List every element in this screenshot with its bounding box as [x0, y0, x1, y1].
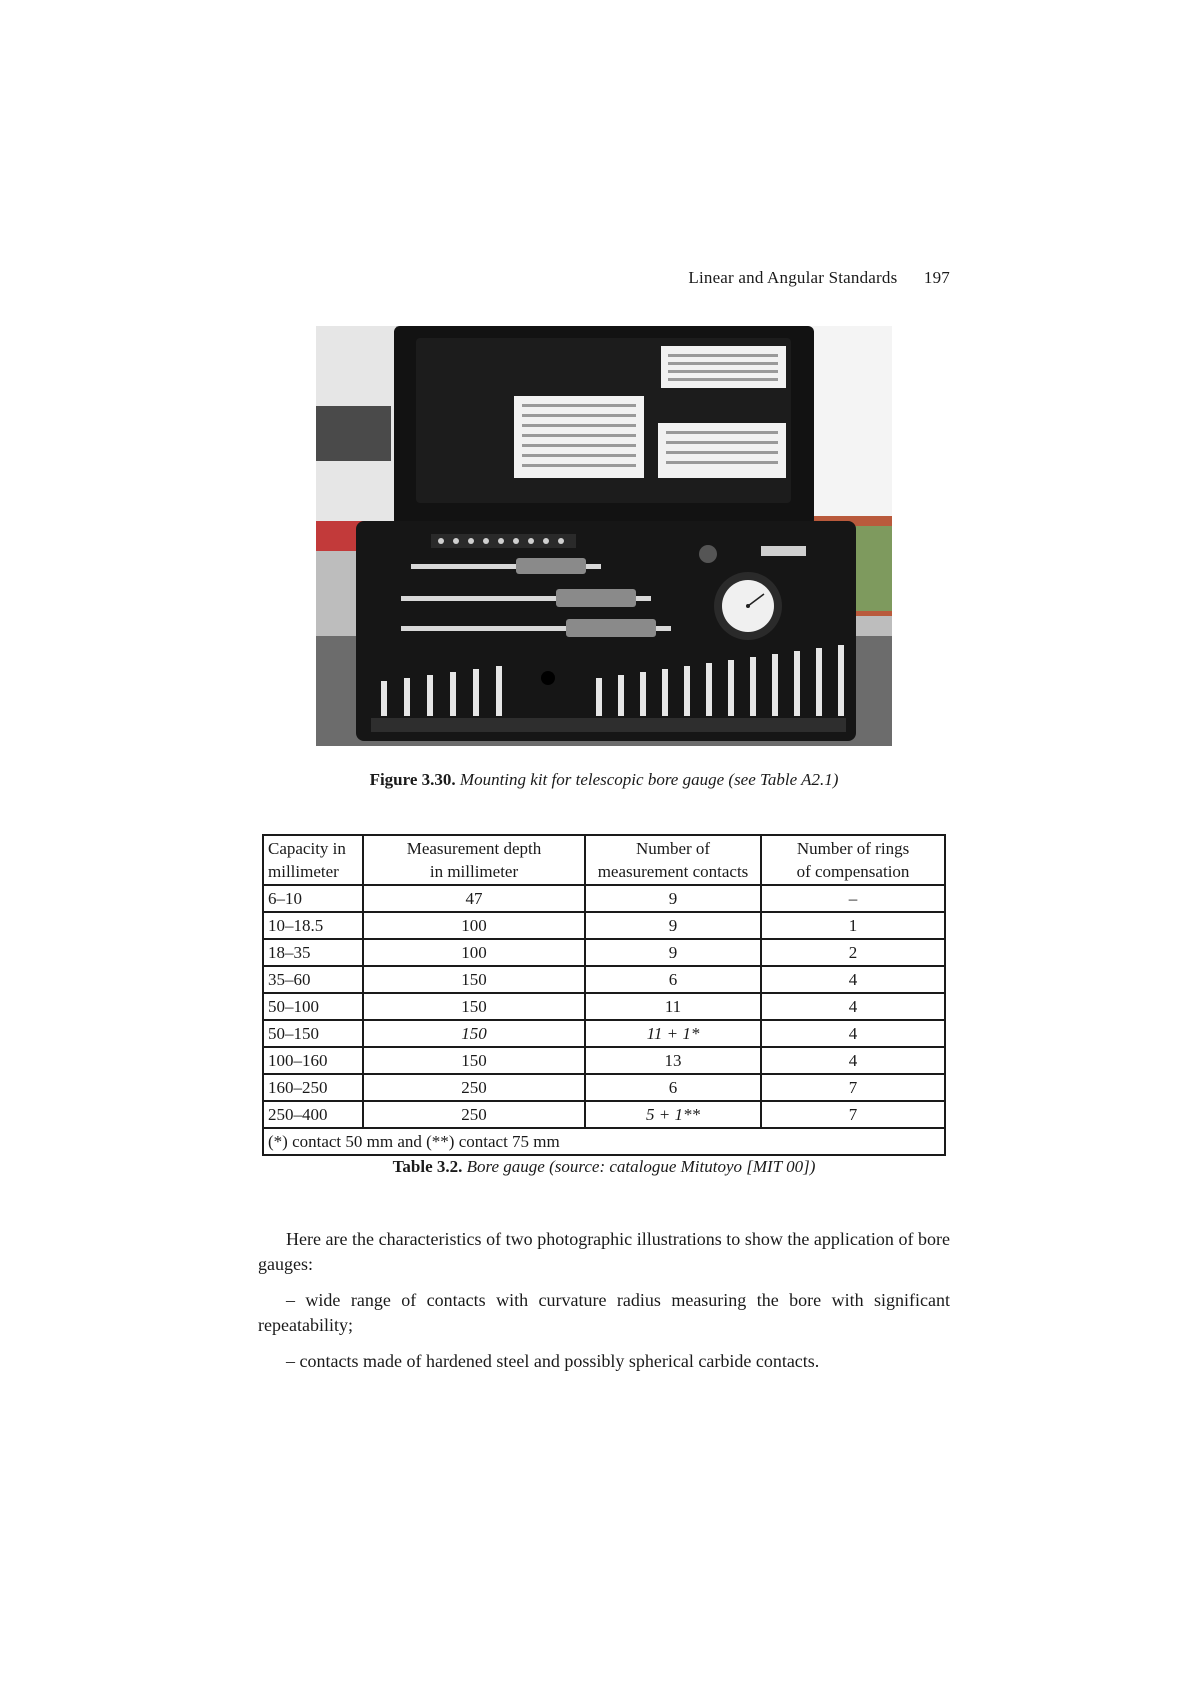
cell-contacts: 9 — [585, 912, 761, 939]
table-row — [263, 993, 945, 1020]
cell-depth: 47 — [363, 885, 585, 912]
running-title: Linear and Angular Standards — [688, 268, 898, 287]
table-row — [263, 1047, 945, 1074]
table-caption-text: Bore gauge (source: catalogue Mitutoyo [MIT 00]) — [466, 1157, 816, 1176]
cell-rings: 1 — [761, 912, 945, 939]
cell-contacts: 11 + 1* — [585, 1020, 761, 1047]
table-caption — [258, 1157, 950, 1177]
cell-capacity: 35–60 — [263, 966, 363, 993]
cell-contacts: 11 — [585, 993, 761, 1020]
figure-caption-text: Mounting kit for telescopic bore gauge (see Table A2.1) — [459, 770, 839, 789]
paragraph: Here are the characteristics of two photographic illustrations to show the application of bore gauges: — [258, 1229, 950, 1274]
cell-contacts: 9 — [585, 939, 761, 966]
bore-gauge-table — [262, 834, 946, 1156]
cell-rings: 4 — [761, 993, 945, 1020]
table-footnote: (*) contact 50 mm and (**) contact 75 mm — [263, 1128, 945, 1155]
table-row — [263, 1074, 945, 1101]
cell-depth: 150 — [363, 966, 585, 993]
cell-rings: 7 — [761, 1101, 945, 1128]
cell-capacity: 100–160 — [263, 1047, 363, 1074]
table-row — [263, 912, 945, 939]
cell-rings: 2 — [761, 939, 945, 966]
cell-depth: 100 — [363, 912, 585, 939]
cell-capacity: 250–400 — [263, 1101, 363, 1128]
cell-capacity: 18–35 — [263, 939, 363, 966]
cell-rings: – — [761, 885, 945, 912]
paragraph: – contacts made of hardened steel and possibly spherical carbide contacts. — [286, 1351, 820, 1371]
cell-contacts: 9 — [585, 885, 761, 912]
table-footnote-row — [263, 1128, 945, 1155]
cell-depth: 150 — [363, 993, 585, 1020]
table-header-row — [263, 835, 945, 885]
page-number: 197 — [923, 268, 950, 287]
paragraph: – wide range of contacts with curvature radius measuring the bore with significant repeatability; — [258, 1290, 950, 1335]
cell-contacts: 13 — [585, 1047, 761, 1074]
table-label: Table 3.2. — [392, 1157, 463, 1176]
table-row — [263, 939, 945, 966]
cell-contacts: 5 + 1** — [585, 1101, 761, 1128]
figure-caption — [258, 770, 950, 790]
cell-capacity: 10–18.5 — [263, 912, 363, 939]
figure-photo-bore-gauge-kit — [316, 326, 892, 746]
col-header-contacts: Number of measurement contacts — [585, 835, 761, 885]
cell-depth: 100 — [363, 939, 585, 966]
cell-rings: 4 — [761, 1020, 945, 1047]
col-header-capacity: Capacity in millimeter — [263, 835, 363, 885]
table-row — [263, 885, 945, 912]
col-header-depth: Measurement depth in millimeter — [363, 835, 585, 885]
running-head — [258, 268, 950, 288]
cell-contacts: 6 — [585, 966, 761, 993]
table-row — [263, 966, 945, 993]
cell-contacts: 6 — [585, 1074, 761, 1101]
cell-depth: 250 — [363, 1101, 585, 1128]
cell-depth: 150 — [363, 1047, 585, 1074]
cell-depth: 150 — [363, 1020, 585, 1047]
cell-capacity: 50–100 — [263, 993, 363, 1020]
cell-rings: 7 — [761, 1074, 945, 1101]
body-text — [258, 1227, 950, 1385]
cell-rings: 4 — [761, 1047, 945, 1074]
figure-label: Figure 3.30. — [369, 770, 456, 789]
cell-rings: 4 — [761, 966, 945, 993]
table-row — [263, 1101, 945, 1128]
cell-depth: 250 — [363, 1074, 585, 1101]
cell-capacity: 6–10 — [263, 885, 363, 912]
cell-capacity: 160–250 — [263, 1074, 363, 1101]
table-row — [263, 1020, 945, 1047]
col-header-rings: Number of rings of compensation — [761, 835, 945, 885]
cell-capacity: 50–150 — [263, 1020, 363, 1047]
